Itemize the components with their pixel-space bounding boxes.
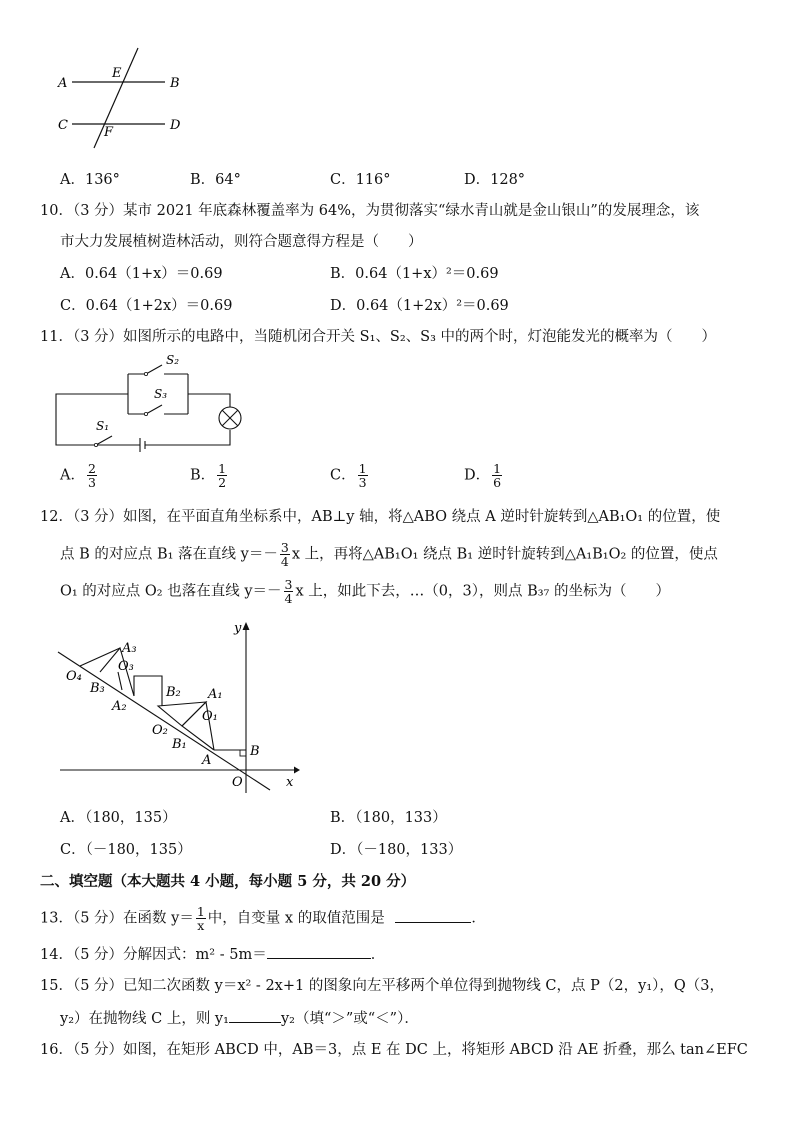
q11-option-a-prefix: A． bbox=[60, 467, 85, 484]
q11-option-d-den: 6 bbox=[493, 475, 502, 490]
circuit-wire-left bbox=[56, 394, 128, 445]
line-y-neg3-4x bbox=[58, 652, 270, 790]
q11-option-b-num: 1 bbox=[218, 461, 227, 476]
label-B3: B₃ bbox=[90, 681, 105, 696]
label-A: A bbox=[202, 753, 212, 768]
y-axis-arrow bbox=[243, 622, 250, 630]
q11-option-d-num: 1 bbox=[493, 461, 502, 476]
q11-option-d[interactable] bbox=[464, 462, 504, 489]
q13-end: ． bbox=[471, 910, 486, 927]
label-y: y bbox=[234, 621, 242, 636]
q11-option-c-num: 1 bbox=[358, 461, 367, 476]
label-A3: A₃ bbox=[122, 641, 137, 656]
q13-suffix: 中，自变量 x 的取值范围是 bbox=[207, 910, 385, 927]
label-F: F bbox=[104, 125, 114, 140]
q11-option-a-fraction bbox=[87, 462, 97, 489]
rotation-coordinate-figure bbox=[50, 618, 310, 798]
s2-switch-blade bbox=[146, 365, 162, 374]
q12-line3-a: O₁ 的对应点 O₂ 也落在直线 y＝－ bbox=[60, 583, 282, 600]
q16-stem-line1: 16．（5 分）如图，在矩形 ABCD 中，AB＝3，点 E 在 DC 上，将矩形 ABCD 沿 AE 折叠，那么 tan∠EFC bbox=[40, 1042, 748, 1058]
q12-line3-den: 4 bbox=[284, 591, 293, 606]
q11-option-a-num: 2 bbox=[87, 461, 96, 476]
q11-option-b-fraction bbox=[217, 462, 227, 489]
label-C: C bbox=[58, 118, 68, 133]
label-D: D bbox=[170, 118, 181, 133]
q9-option-a[interactable]: A．136° bbox=[60, 172, 120, 188]
q10-option-a[interactable]: A．0.64（1+x）＝0.69 bbox=[60, 266, 223, 282]
label-O: O bbox=[232, 775, 243, 790]
label-x: x bbox=[286, 775, 294, 790]
label-O3: O₃ bbox=[118, 659, 134, 674]
s2-contact bbox=[144, 372, 147, 375]
q11-option-a[interactable] bbox=[60, 462, 99, 489]
circuit-wire-right bbox=[145, 430, 230, 445]
q11-option-d-fraction bbox=[492, 462, 502, 489]
triangle-A2B2O2 bbox=[134, 676, 162, 706]
q11-option-b-prefix: B． bbox=[190, 467, 216, 484]
label-A2: A₂ bbox=[112, 699, 127, 714]
label-s3: S₃ bbox=[154, 387, 168, 401]
q13-stem bbox=[40, 905, 486, 932]
q12-line3-fraction bbox=[284, 578, 294, 605]
q12-line3-b: x 上，如此下去，…（0，3），则点 B₃₇ 的坐标为（ ） bbox=[295, 583, 670, 600]
label-O2: O₂ bbox=[152, 723, 168, 738]
q11-option-c-den: 3 bbox=[358, 475, 367, 490]
section-2-heading: 二、填空题（本大题共 4 小题，每小题 5 分，共 20 分） bbox=[40, 873, 416, 890]
q11-option-c-fraction bbox=[358, 462, 368, 489]
q10-option-c[interactable]: C．0.64（1+2x）＝0.69 bbox=[60, 298, 233, 314]
q12-line2-num: 3 bbox=[280, 540, 289, 555]
q10-stem-line1: 10．（3 分）某市 2021 年底森林覆盖率为 64%，为贯彻落实“绿水青山就是金山银山”的发展理念，该 bbox=[40, 203, 700, 219]
circuit-wire-top-right bbox=[188, 394, 230, 407]
q12-stem-line2 bbox=[60, 541, 718, 568]
q11-option-c-prefix: C． bbox=[330, 467, 356, 484]
q14-end: ． bbox=[370, 947, 386, 963]
q9-option-b[interactable]: B．64° bbox=[190, 172, 241, 188]
q15-stem-line2 bbox=[60, 1008, 419, 1029]
label-B: B bbox=[250, 744, 260, 759]
q12-option-c[interactable]: C．（－180，135） bbox=[60, 842, 192, 858]
q12-stem-line3 bbox=[60, 578, 670, 605]
q13-prefix: 13．（5 分）在函数 y＝ bbox=[40, 910, 194, 927]
parallel-lines-figure bbox=[50, 40, 200, 150]
s3-contact bbox=[144, 412, 147, 415]
label-O4: O₄ bbox=[66, 669, 82, 684]
q15-answer-blank[interactable] bbox=[229, 1008, 281, 1023]
q13-num: 1 bbox=[196, 904, 205, 919]
q15-line2-b: y₂（填“＞”或“＜”）． bbox=[280, 1011, 419, 1027]
q12-option-a[interactable]: A．（180，135） bbox=[60, 810, 177, 826]
q11-option-a-den: 3 bbox=[87, 475, 96, 490]
q9-option-d[interactable]: D．128° bbox=[464, 172, 526, 188]
q13-den: x bbox=[197, 918, 205, 933]
q12-line2-a: 点 B 的对应点 B₁ 落在直线 y＝－ bbox=[60, 546, 278, 563]
q12-line3-num: 3 bbox=[284, 577, 293, 592]
q11-option-b[interactable] bbox=[190, 462, 229, 489]
s1-contact bbox=[94, 443, 97, 446]
label-s2: S₂ bbox=[166, 353, 180, 367]
q12-line2-b: x 上，再将△AB₁O₁ 绕点 B₁ 逆时针旋转到△A₁B₁O₂ 的位置，使点 bbox=[291, 546, 718, 563]
q12-line2-den: 4 bbox=[280, 554, 289, 569]
q14-stem bbox=[40, 944, 385, 965]
segment-O3-A2 bbox=[118, 672, 122, 690]
q12-option-d[interactable]: D．（－180，133） bbox=[330, 842, 463, 858]
circuit-diagram bbox=[50, 352, 260, 454]
q12-option-b[interactable]: B．（180，133） bbox=[330, 810, 447, 826]
q11-option-c[interactable] bbox=[330, 462, 370, 489]
label-B2: B₂ bbox=[166, 685, 181, 700]
q13-fraction bbox=[196, 905, 206, 932]
s3-switch-blade bbox=[146, 405, 162, 414]
q9-option-c[interactable]: C．116° bbox=[330, 172, 391, 188]
q11-option-d-prefix: D． bbox=[464, 467, 491, 484]
q14-prefix: 14．（5 分）分解因式：m² - 5m＝ bbox=[40, 947, 267, 963]
right-angle-mark-B bbox=[240, 750, 246, 756]
q14-answer-blank[interactable] bbox=[267, 944, 371, 959]
transversal-line bbox=[94, 48, 138, 148]
label-A: A bbox=[58, 76, 68, 91]
q12-stem-line1: 12．（3 分）如图，在平面直角坐标系中，AB⊥y 轴，将△ABO 绕点 A 逆时针旋转到△AB₁O₁ 的位置，使 bbox=[40, 509, 721, 525]
label-B: B bbox=[170, 76, 180, 91]
q10-option-b[interactable]: B．0.64（1+x）²＝0.69 bbox=[330, 266, 499, 282]
label-E: E bbox=[112, 66, 122, 81]
label-s1: S₁ bbox=[96, 419, 110, 433]
label-A1: A₁ bbox=[208, 687, 223, 702]
label-B1: B₁ bbox=[172, 737, 187, 752]
x-axis-arrow bbox=[294, 767, 300, 774]
q15-stem-line1: 15．（5 分）已知二次函数 y＝x² - 2x+1 的图象向左平移两个单位得到抛物线 C，点 P（2，y₁），Q（3， bbox=[40, 978, 724, 994]
label-O1: O₁ bbox=[202, 709, 218, 724]
q11-option-b-den: 2 bbox=[218, 475, 227, 490]
q11-stem-line1: 11．（3 分）如图所示的电路中，当随机闭合开关 S₁、S₂、S₃ 中的两个时，灯泡能发光的概率为（ ） bbox=[40, 329, 716, 345]
q13-answer-blank[interactable] bbox=[395, 908, 471, 923]
q12-line2-fraction bbox=[280, 541, 290, 568]
segment-A3-O4 bbox=[80, 648, 120, 666]
q10-stem-line2: 市大力发展植树造林活动，则符合题意得方程是（ ） bbox=[60, 234, 423, 250]
q10-option-d[interactable]: D．0.64（1+2x）²＝0.69 bbox=[330, 298, 509, 314]
q15-line2-a: y₂）在抛物线 C 上，则 y₁ bbox=[60, 1011, 229, 1027]
s1-switch-blade bbox=[96, 436, 112, 445]
